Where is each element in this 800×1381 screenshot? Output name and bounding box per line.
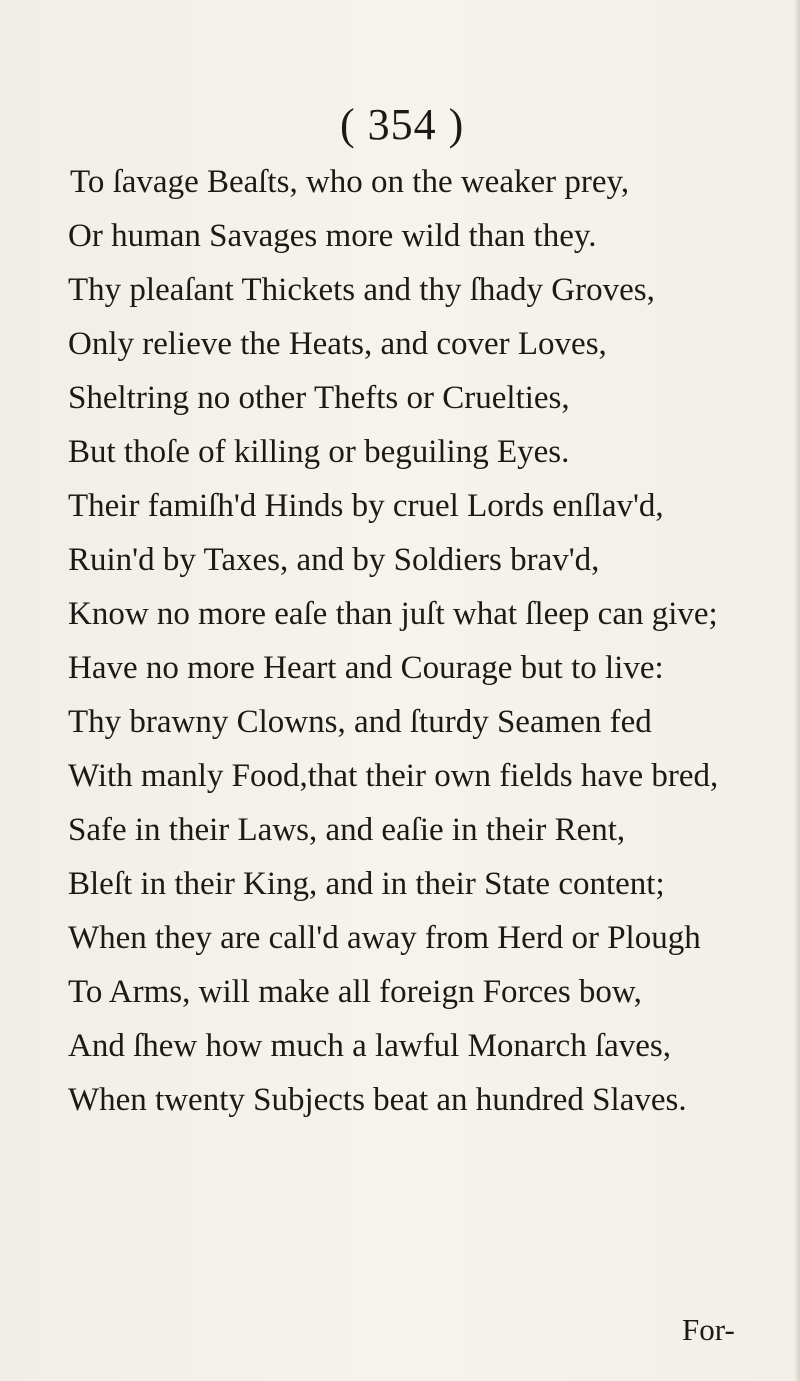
- poem-text: [68, 155, 788, 1127]
- poem-line: And ſhew how much a lawful Monarch ſaves,: [68, 1028, 672, 1064]
- poem-line: To Arms, will make all foreign Forces bow,: [68, 974, 642, 1010]
- poem-line: To ſavage Beaſts, who on the weaker prey,: [70, 164, 630, 200]
- poem-line: Thy pleaſant Thickets and thy ſhady Groves,: [68, 272, 655, 308]
- poem-line: Ruin'd by Taxes, and by Soldiers brav'd,: [68, 542, 600, 578]
- poem-line: Or human Savages more wild than they.: [68, 218, 597, 254]
- poem-line: Sheltring no other Thefts or Cruelties,: [68, 380, 570, 416]
- poem-line: Thy brawny Clowns, and ſturdy Seamen fed: [68, 704, 652, 740]
- poem-line: Safe in their Laws, and eaſie in their Rent,: [68, 812, 626, 848]
- catchword: For-: [682, 1312, 735, 1347]
- poem-line: Know no more eaſe than juſt what ſleep can give;: [68, 596, 718, 632]
- poem-line: But thoſe of killing or beguiling Eyes.: [68, 434, 570, 470]
- poem-line: When twenty Subjects beat an hundred Slaves.: [68, 1082, 687, 1118]
- poem-line: Their famiſh'd Hinds by cruel Lords enſlav'd,: [68, 488, 664, 524]
- poem-line: When they are call'd away from Herd or Plough: [68, 920, 701, 956]
- poem-line: With manly Food,that their own fields have bred,: [68, 758, 719, 794]
- poem-line: Only relieve the Heats, and cover Loves,: [68, 326, 607, 362]
- poem-line: Bleſt in their King, and in their State content;: [68, 866, 665, 902]
- page-number: ( 354 ): [340, 100, 465, 149]
- poem-line: Have no more Heart and Courage but to live:: [68, 650, 664, 686]
